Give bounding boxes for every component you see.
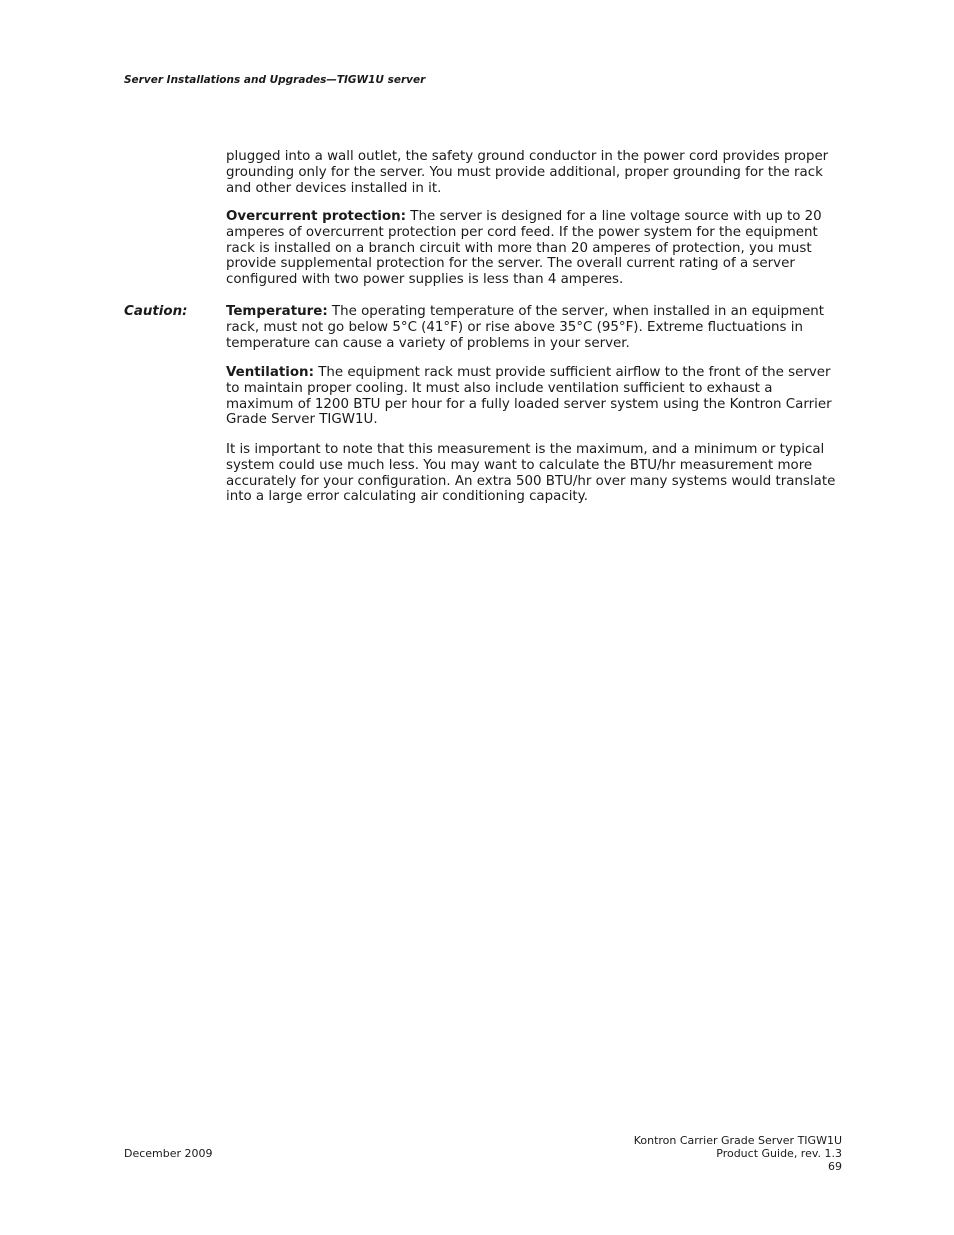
ventilation-paragraph: [226, 365, 842, 428]
grounding-paragraph: [226, 149, 842, 196]
measurement-text: It is important to note that this measurement is the maximum, and a minimum or typical system could use much less. You may want to calculate the BTU/hr measurement more accurately for your configuration. An extra 500 BTU/hr over many systems would translate into a large error calculating air conditioning capacity.: [226, 442, 836, 505]
ventilation-text: The equipment rack must provide sufficient airflow to the front of the server to maintain proper cooling. It must also include ventilation sufficient to exhaust a maximum of 1200 BTU per hour for a fully loaded server system using the Kontron Carrier Grade Server TIGW1U.: [226, 365, 832, 428]
measurement-paragraph: [226, 442, 842, 505]
running-header: Server Installations and Upgrades—TIGW1U server: [124, 74, 426, 86]
temperature-term: Temperature:: [226, 304, 328, 319]
overcurrent-text: The server is designed for a line voltage source with up to 20 amperes of overcurrent protection per cord feed. If the power system for the equipment rack is installed on a branch circuit with more than 20 amperes of protection, you must provide supplemental protection for the server. The overall current rating of a server configured with two power supplies is less than 4 amperes.: [226, 209, 822, 288]
temperature-paragraph: [226, 304, 842, 351]
footer-date: December 2009: [124, 1147, 213, 1160]
footer-guide: Product Guide, rev. 1.3: [716, 1147, 842, 1160]
footer-info: [634, 1134, 842, 1173]
page-number: 69: [828, 1160, 842, 1173]
ventilation-term: Ventilation:: [226, 365, 314, 380]
overcurrent-term: Overcurrent protection:: [226, 209, 407, 224]
footer-product: Kontron Carrier Grade Server TIGW1U: [633, 1134, 842, 1147]
caution-label: Caution:: [124, 304, 188, 319]
grounding-text: plugged into a wall outlet, the safety ground conductor in the power cord provides proper grounding only for the server. You must provide additional, proper grounding for the rack and other devices installed in it.: [226, 149, 829, 196]
overcurrent-paragraph: [226, 209, 842, 288]
temperature-text: The operating temperature of the server, when installed in an equipment rack, must not go below 5°C (41°F) or rise above 35°C (95°F). Extreme fluctuations in temperature can cause a variety of problems in your server.: [226, 304, 825, 351]
